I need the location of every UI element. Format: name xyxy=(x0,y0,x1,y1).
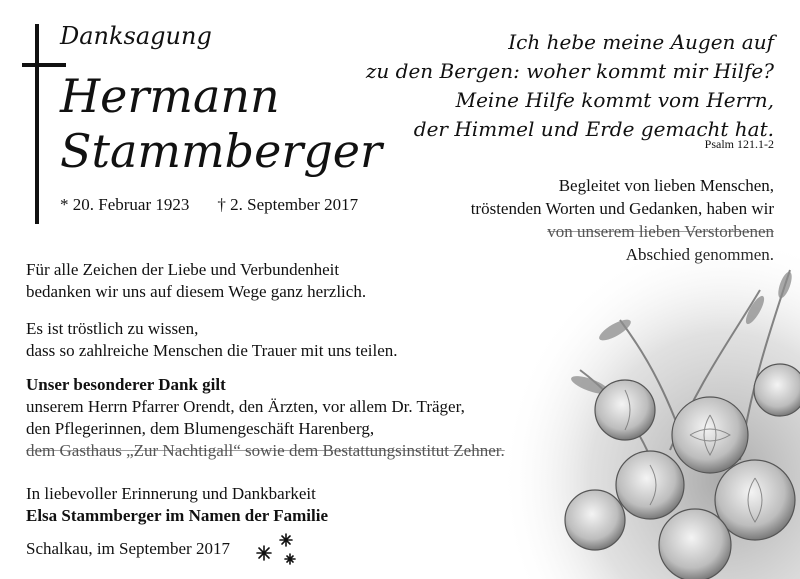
farewell-line: Begleitet von lieben Menschen, xyxy=(558,176,774,195)
stars-icon xyxy=(252,532,302,568)
special-thanks-paragraph xyxy=(26,374,505,462)
psalm-quote xyxy=(366,28,774,144)
paragraph-line: den Pflegerinnen, dem Blumengeschäft Harenberg, xyxy=(26,419,375,438)
paragraph-line: bedanken wir uns auf diesem Wege ganz herzlich. xyxy=(26,282,367,301)
psalm-reference: Psalm 121.1-2 xyxy=(704,137,774,151)
deceased-last-name: Stammberger xyxy=(60,124,382,178)
place-and-date: Schalkau, im September 2017 xyxy=(26,539,230,558)
psalm-line: Ich hebe meine Augen auf xyxy=(508,30,774,54)
comfort-paragraph xyxy=(26,318,398,362)
psalm-line: zu den Bergen: woher kommt mir Hilfe? xyxy=(365,59,774,83)
paragraph-line: dass so zahlreiche Menschen die Trauer mit uns teilen. xyxy=(26,341,398,360)
remembrance-paragraph xyxy=(26,483,328,527)
psalm-line: der Himmel und Erde gemacht hat. xyxy=(413,117,774,141)
paragraph-line: dem Gasthaus „Zur Nachtigall“ sowie dem Bestattungsinstitut Zehner. xyxy=(26,441,505,460)
signature: Elsa Stammberger im Namen der Familie xyxy=(26,506,329,525)
flower-bouquet-image xyxy=(500,250,800,579)
farewell-line: tröstenden Worten und Gedanken, haben wir xyxy=(470,199,774,218)
paragraph-line: Es ist tröstlich zu wissen, xyxy=(26,319,199,338)
life-dates xyxy=(60,195,358,215)
heading: Danksagung xyxy=(60,22,212,50)
paragraph-line: unserem Herrn Pfarrer Orendt, den Ärzten, vor allem Dr. Träger, xyxy=(26,397,465,416)
paragraph-line: Für alle Zeichen der Liebe und Verbundenheit xyxy=(26,260,340,279)
special-thanks-title: Unser besonderer Dank gilt xyxy=(26,375,226,394)
farewell-line: von unserem lieben Verstorbenen xyxy=(547,222,774,241)
death-date: † 2. September 2017 xyxy=(217,195,359,214)
deceased-first-name: Hermann xyxy=(60,69,280,123)
paragraph-line: In liebevoller Erinnerung und Dankbarkeit xyxy=(26,484,316,503)
psalm-line: Meine Hilfe kommt vom Herrn, xyxy=(455,88,774,112)
thanks-paragraph xyxy=(26,259,366,303)
birth-date: * 20. Februar 1923 xyxy=(60,195,190,214)
